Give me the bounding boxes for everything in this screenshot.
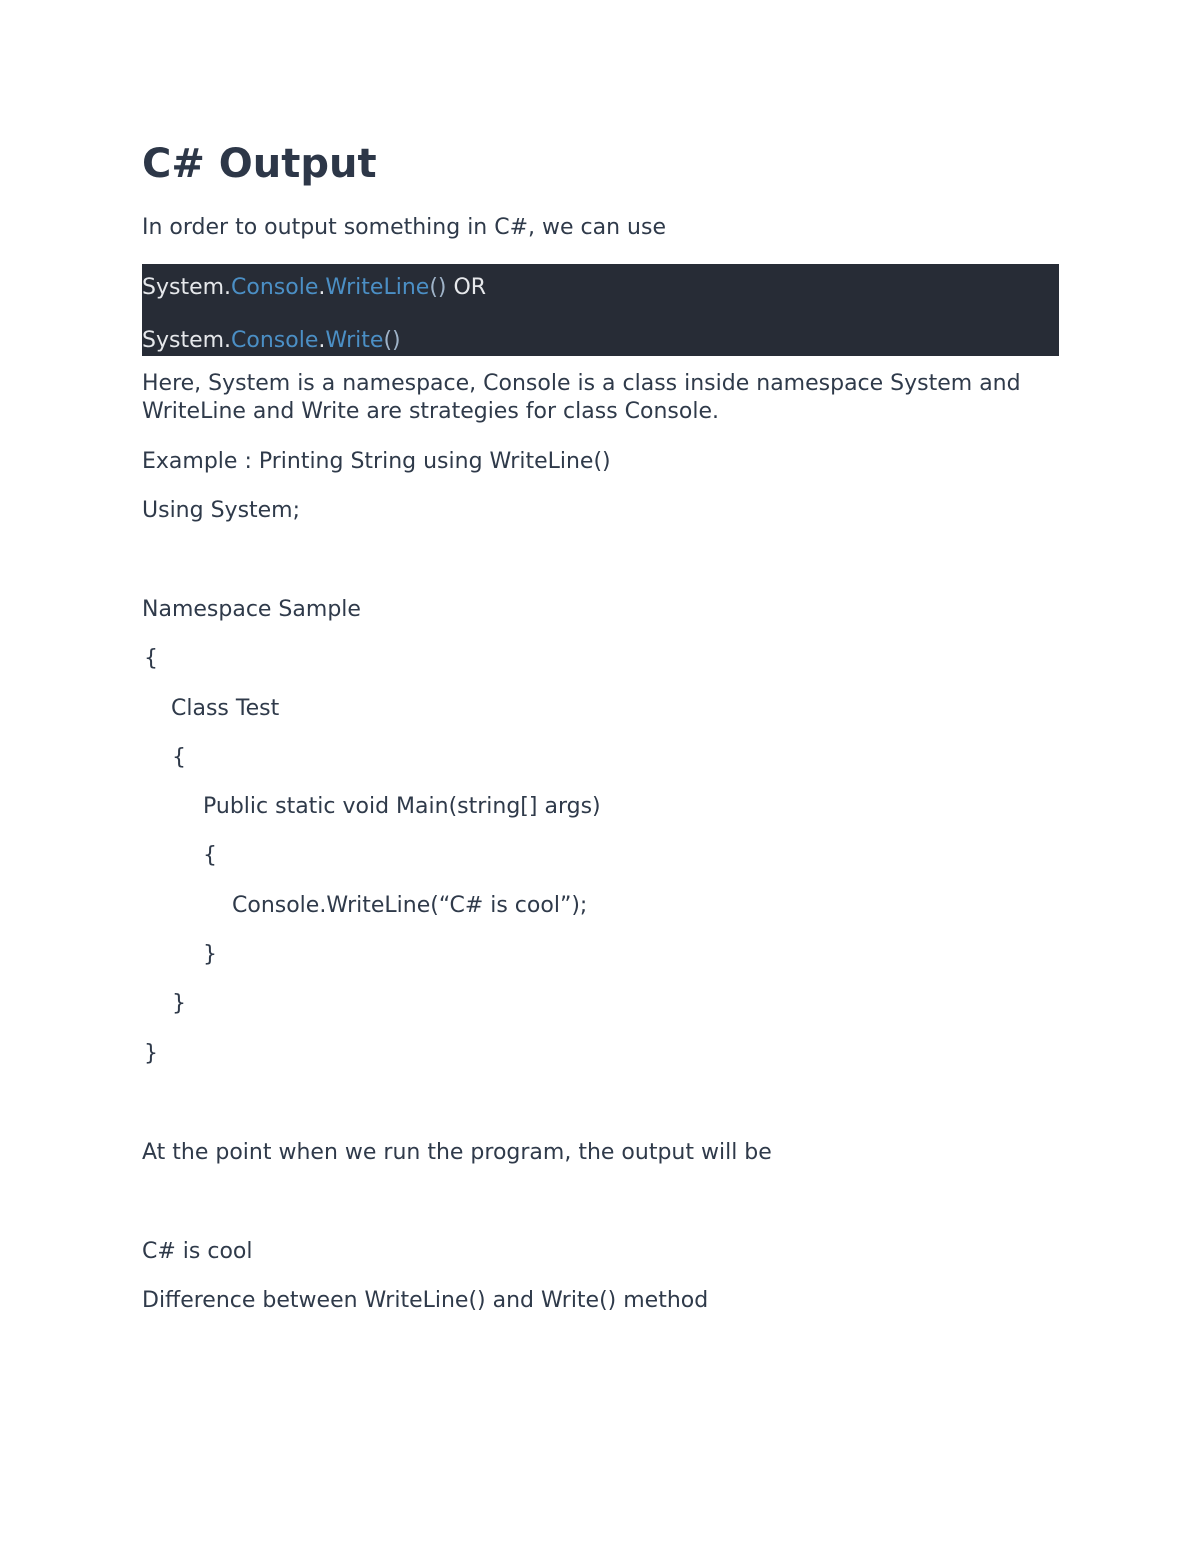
code-example-line: Class Test	[171, 696, 280, 721]
code-example-line: }	[203, 942, 217, 967]
code-token-parens: ()	[429, 275, 447, 300]
output-intro: At the point when we run the program, the output will be	[142, 1140, 772, 1165]
code-token-console: Console	[231, 328, 319, 353]
code-line-writeline	[142, 274, 486, 302]
example-title: Example : Printing String using WriteLine()	[142, 449, 611, 474]
code-token-system: System.	[142, 275, 232, 300]
code-example-line: }	[144, 1041, 158, 1066]
code-example-line: Using System;	[142, 498, 301, 523]
code-example-line: Namespace Sample	[142, 597, 361, 622]
output-value: C# is cool	[142, 1239, 253, 1264]
code-token-method: Write	[325, 328, 384, 353]
difference-title: Difference between WriteLine() and Write() method	[142, 1288, 709, 1313]
code-token-system: System.	[142, 328, 232, 353]
code-token-dot: .	[318, 328, 326, 353]
code-line-write	[142, 327, 401, 355]
explanation-text: Here, System is a namespace, Console is a class inside namespace System and WriteLine and Write are strategies for class Console.	[142, 371, 1021, 424]
code-example-line: Public static void Main(string[] args)	[203, 794, 601, 819]
page-title: C# Output	[142, 141, 377, 187]
code-token-dot: .	[318, 275, 326, 300]
intro-text: In order to output something in C#, we can use	[142, 215, 666, 240]
code-token-or: OR	[446, 275, 487, 300]
code-block	[142, 264, 1059, 356]
code-example-line: {	[203, 843, 217, 868]
code-example-line: {	[144, 646, 158, 671]
code-example-line: }	[172, 991, 186, 1016]
code-token-console: Console	[231, 275, 319, 300]
code-example-line: {	[172, 745, 186, 770]
code-token-method: WriteLine	[325, 275, 430, 300]
code-example-line: Console.WriteLine(“C# is cool”);	[232, 893, 588, 918]
code-token-parens: ()	[383, 328, 401, 353]
